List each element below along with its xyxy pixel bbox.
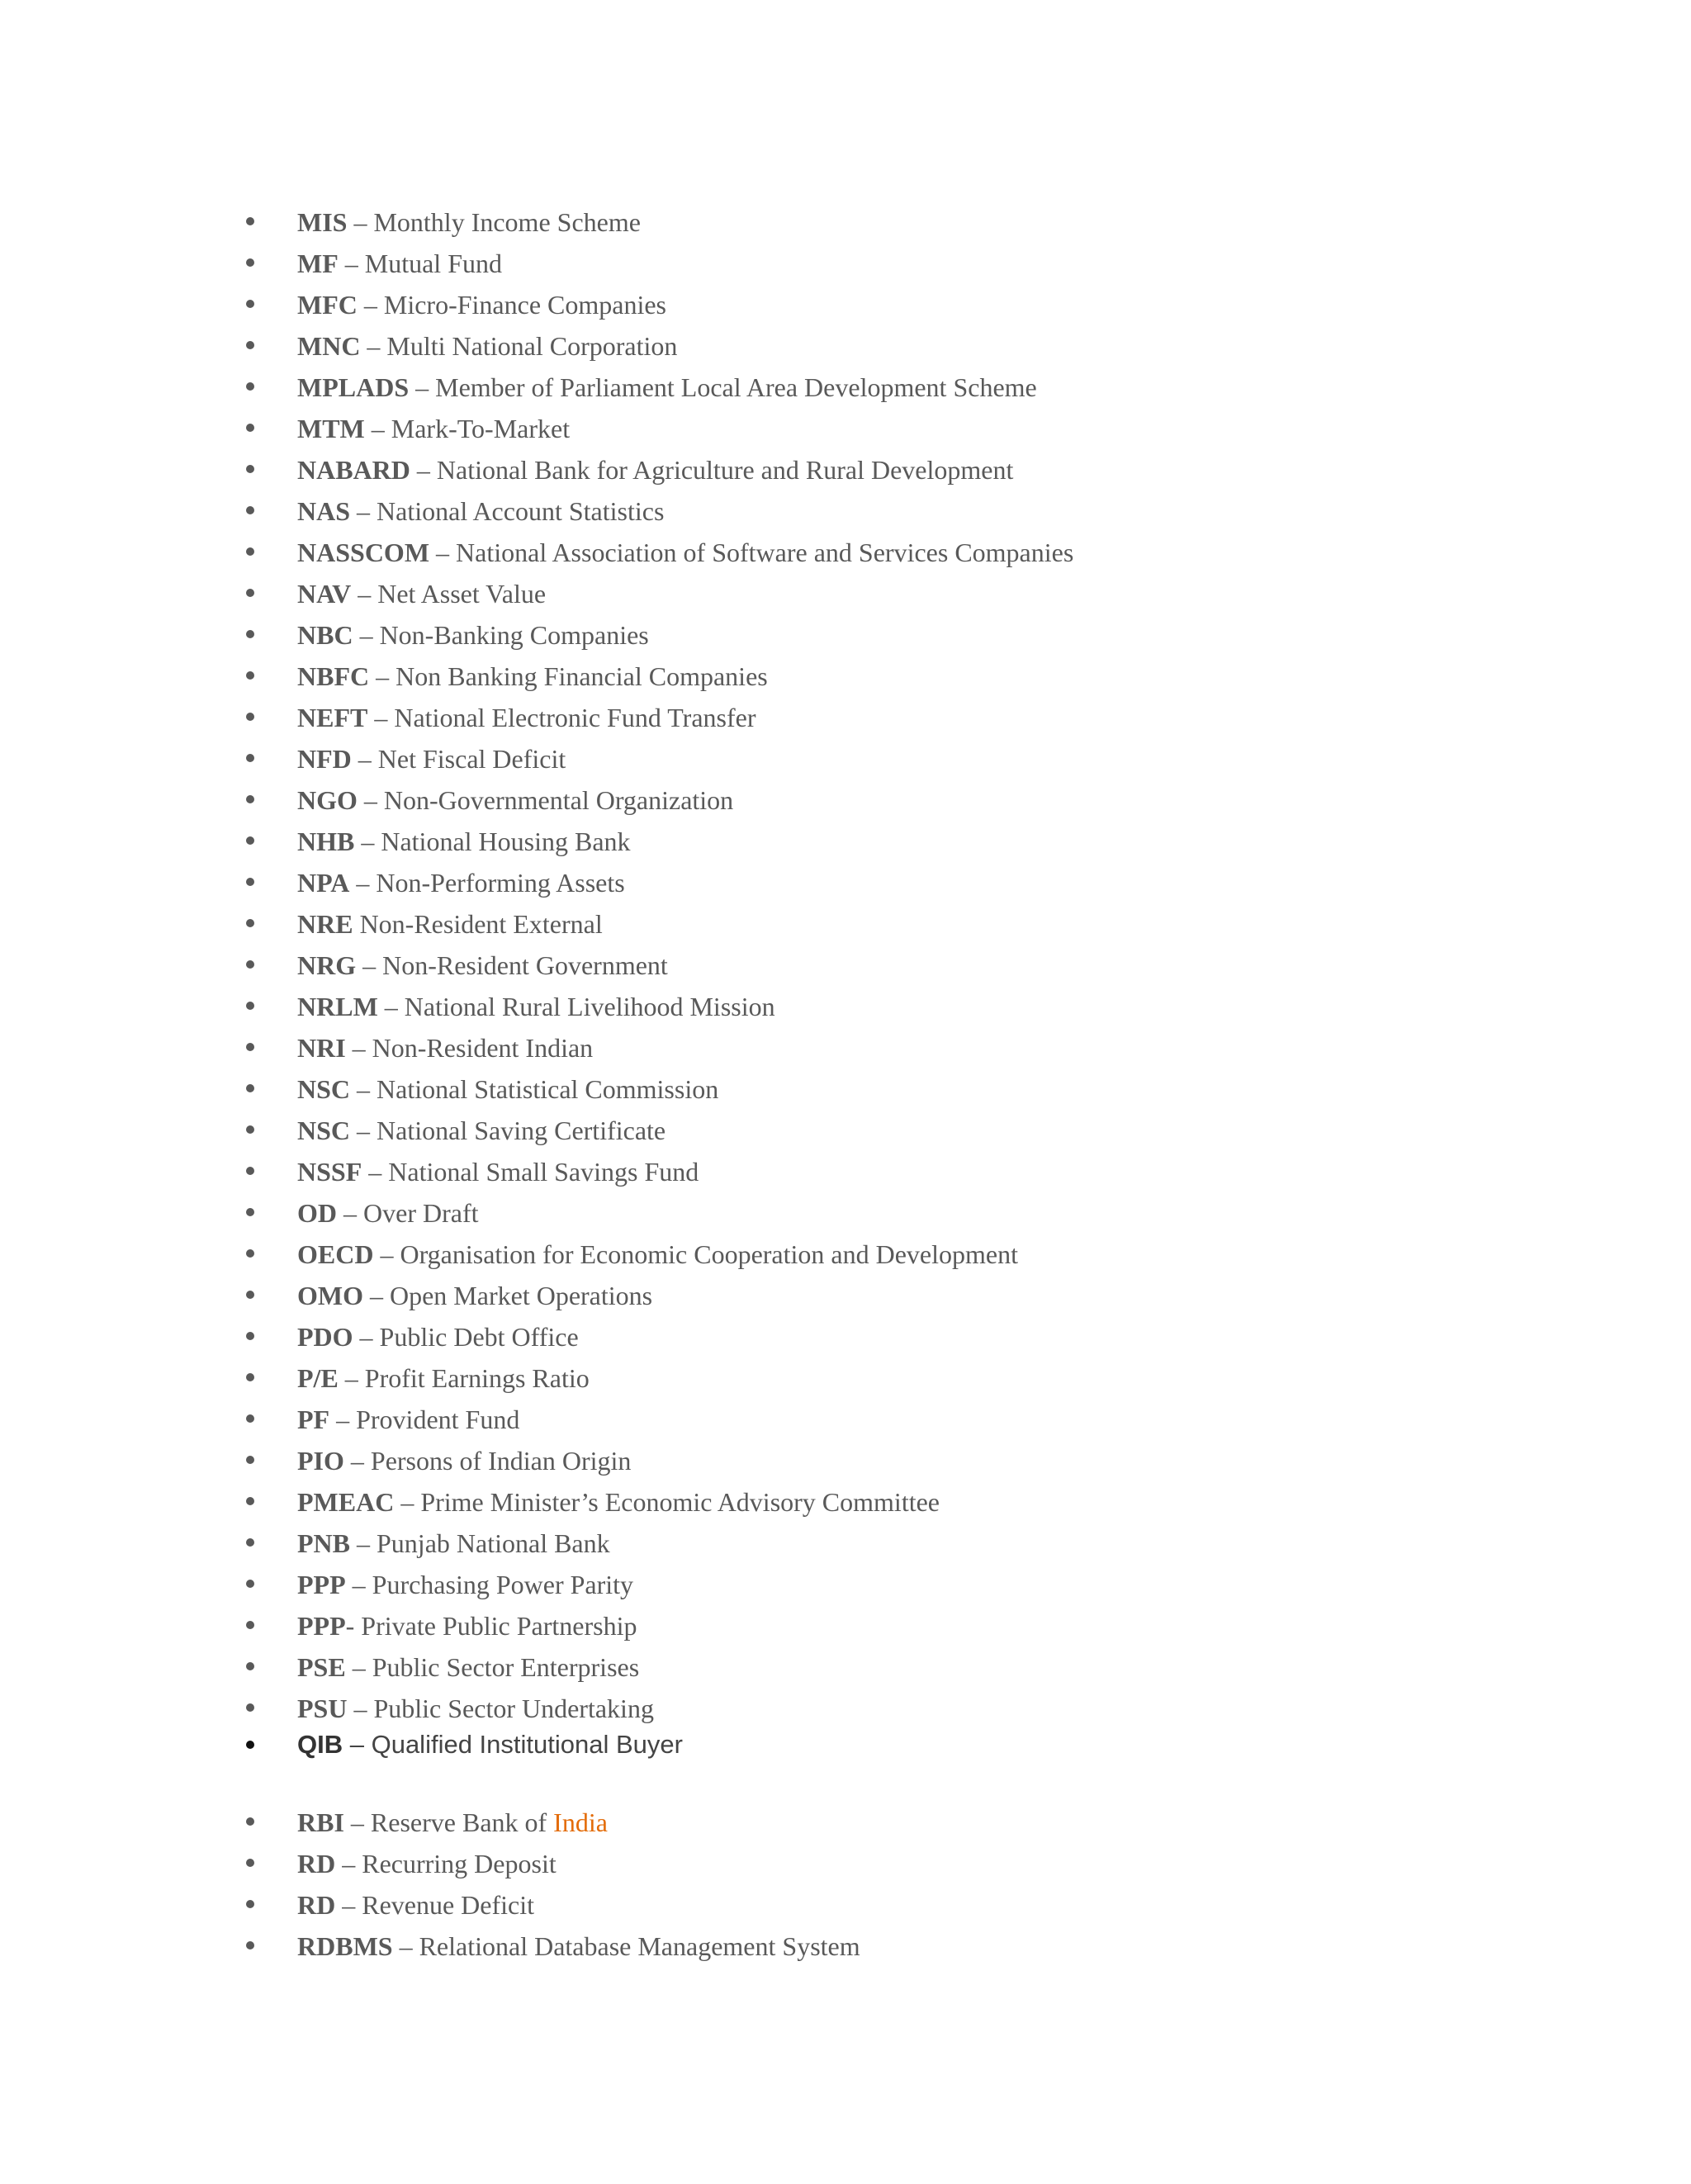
abbreviation-term: NPA (297, 868, 350, 898)
bullet-icon (246, 341, 254, 349)
list-item (0, 1729, 1073, 1760)
bullet-icon (246, 1291, 254, 1299)
bullet-icon (246, 878, 254, 886)
abbreviation-description: – Provident Fund (329, 1405, 520, 1434)
abbreviation-description: – National Statistical Commission (350, 1074, 719, 1104)
list-item (0, 201, 1073, 243)
abbreviation-term: PIO (297, 1446, 344, 1476)
bullet-icon (246, 382, 254, 391)
abbreviation-description: – Prime Minister’s Economic Advisory Committee (394, 1487, 940, 1517)
abbreviation-description: – Qualified Institutional Buyer (343, 1730, 683, 1759)
abbreviation-description: – Punjab National Bank (350, 1528, 610, 1558)
abbreviation-term: MTM (297, 414, 365, 443)
abbreviation-term: NRG (297, 950, 357, 980)
list-item (0, 243, 1073, 284)
bullet-icon (246, 836, 254, 845)
bullet-icon (246, 919, 254, 927)
abbreviation-description: – Net Fiscal Deficit (351, 744, 566, 774)
list-item (0, 1523, 1073, 1564)
bullet-icon (246, 506, 254, 514)
bullet-icon (246, 1208, 254, 1216)
abbreviation-term: NAV (297, 579, 352, 609)
abbreviation-term: RBI (297, 1807, 344, 1837)
abbreviation-term: OECD (297, 1239, 374, 1269)
abbreviation-description: – National Small Savings Fund (362, 1157, 699, 1187)
bullet-icon (246, 1741, 254, 1749)
abbreviation-description: – Revenue Deficit (335, 1890, 535, 1920)
bullet-icon (246, 754, 254, 762)
abbreviation-description: – Non-Performing Assets (349, 868, 625, 898)
abbreviation-term: PMEAC (297, 1487, 395, 1517)
abbreviation-list (0, 201, 1073, 1967)
bullet-icon (246, 1002, 254, 1010)
abbreviation-term: MF (297, 249, 339, 278)
bullet-icon (246, 1332, 254, 1340)
bullet-icon (246, 795, 254, 803)
abbreviation-description: – Public Debt Office (353, 1322, 579, 1352)
abbreviation-description: – Reserve Bank of (343, 1807, 554, 1837)
list-item (0, 1068, 1073, 1110)
abbreviation-term: NRI (297, 1033, 346, 1063)
bullet-icon (246, 1538, 254, 1547)
abbreviation-term: RD (297, 1890, 336, 1920)
abbreviation-term: PPP (297, 1611, 346, 1641)
list-item (0, 862, 1073, 903)
list-item (0, 1688, 1073, 1729)
abbreviation-term: NFD (297, 744, 352, 774)
bullet-icon (246, 1125, 254, 1134)
list-item (0, 656, 1073, 697)
abbreviation-description: – Public Sector Undertaking (347, 1694, 654, 1723)
abbreviation-description: – National Saving Certificate (350, 1116, 666, 1145)
bullet-icon (246, 1456, 254, 1464)
abbreviation-term: PDO (297, 1322, 353, 1352)
abbreviation-description: – National Association of Software and Services Companies (429, 538, 1074, 567)
abbreviation-term: NSC (297, 1074, 351, 1104)
bullet-icon (246, 1497, 254, 1505)
abbreviation-term: PPP (297, 1570, 346, 1599)
list-item (0, 367, 1073, 408)
list-item (0, 614, 1073, 656)
list-item (0, 1399, 1073, 1440)
abbreviation-description: – Non-Banking Companies (353, 620, 649, 650)
abbreviation-description: - Private Public Partnership (345, 1611, 637, 1641)
list-item (0, 1192, 1073, 1234)
bullet-icon (246, 1900, 254, 1908)
bullet-icon (246, 1167, 254, 1175)
list-item (0, 1843, 1073, 1884)
abbreviation-description: – National Account Statistics (350, 496, 665, 526)
abbreviation-term: MPLADS (297, 372, 410, 402)
list-item (0, 284, 1073, 325)
abbreviation-term: NAS (297, 496, 351, 526)
abbreviation-description: – Relational Database Management System (392, 1931, 860, 1961)
abbreviation-term: PSU (297, 1694, 348, 1723)
bullet-icon (246, 1859, 254, 1867)
abbreviation-term: NRLM (297, 992, 378, 1021)
list-item (0, 1357, 1073, 1399)
abbreviation-description: – Micro-Finance Companies (357, 290, 666, 320)
list-item (0, 1802, 1073, 1843)
abbreviation-term: PSE (297, 1652, 346, 1682)
abbreviation-description: – Net Asset Value (351, 579, 547, 609)
abbreviation-description: – Non Banking Financial Companies (369, 661, 768, 691)
abbreviation-description: – Profit Earnings Ratio (338, 1363, 590, 1393)
abbreviation-term: NEFT (297, 703, 368, 732)
abbreviation-description: – Over Draft (337, 1198, 479, 1228)
list-item (0, 1646, 1073, 1688)
abbreviation-term: PNB (297, 1528, 350, 1558)
list-item (0, 1564, 1073, 1605)
abbreviation-term: MNC (297, 331, 361, 361)
abbreviation-term: NSC (297, 1116, 351, 1145)
list-item (0, 1275, 1073, 1316)
abbreviation-term: NBC (297, 620, 353, 650)
abbreviation-term: NRE (297, 909, 353, 939)
list-item (0, 1884, 1073, 1926)
bullet-icon (246, 465, 254, 473)
bullet-icon (246, 1249, 254, 1258)
list-item (0, 1440, 1073, 1481)
abbreviation-term: P/E (297, 1363, 339, 1393)
list-item (0, 1481, 1073, 1523)
bullet-icon (246, 713, 254, 721)
abbreviation-term: NBFC (297, 661, 370, 691)
abbreviation-term: MFC (297, 290, 358, 320)
list-item (0, 821, 1073, 862)
list-item (0, 945, 1073, 986)
list-item (0, 325, 1073, 367)
bullet-icon (246, 1662, 254, 1670)
bullet-icon (246, 1084, 254, 1092)
abbreviation-term: NGO (297, 785, 358, 815)
bullet-icon (246, 1043, 254, 1051)
abbreviation-description: – Non-Governmental Organization (357, 785, 734, 815)
list-item (0, 1316, 1073, 1357)
bullet-icon (246, 1580, 254, 1588)
list-item (0, 449, 1073, 490)
abbreviation-description: – National Housing Bank (354, 827, 631, 856)
list-item (0, 1926, 1073, 1967)
abbreviation-description: – Mutual Fund (338, 249, 502, 278)
list-item (0, 986, 1073, 1027)
abbreviation-description: – Open Market Operations (362, 1281, 653, 1310)
abbreviation-term: NHB (297, 827, 355, 856)
abbreviation-description: Non-Resident External (353, 909, 603, 939)
abbreviation-description: – Mark-To-Market (364, 414, 571, 443)
bullet-icon (246, 1414, 254, 1423)
abbreviation-term: RD (297, 1849, 336, 1878)
list-item (0, 1027, 1073, 1068)
abbreviation-description: – Purchasing Power Parity (345, 1570, 634, 1599)
bullet-icon (246, 1941, 254, 1949)
abbreviation-term: NABARD (297, 455, 410, 485)
bullet-icon (246, 1817, 254, 1826)
abbreviation-term: NASSCOM (297, 538, 430, 567)
abbreviation-term: PF (297, 1405, 330, 1434)
bullet-icon (246, 547, 254, 556)
list-item (0, 738, 1073, 779)
list-item (0, 573, 1073, 614)
bullet-icon (246, 589, 254, 597)
abbreviation-description: – Persons of Indian Origin (343, 1446, 632, 1476)
abbreviation-description: – Multi National Corporation (360, 331, 678, 361)
bullet-icon (246, 1621, 254, 1629)
bullet-icon (246, 1373, 254, 1381)
abbreviation-term: MIS (297, 207, 348, 237)
list-item (0, 1234, 1073, 1275)
list-item (0, 1151, 1073, 1192)
abbreviation-description: – National Rural Livelihood Mission (377, 992, 775, 1021)
list-item (0, 1110, 1073, 1151)
bullet-icon (246, 630, 254, 638)
abbreviation-description: – Member of Parliament Local Area Development Scheme (409, 372, 1037, 402)
abbreviation-term: OMO (297, 1281, 363, 1310)
list-item (0, 779, 1073, 821)
bullet-icon (246, 300, 254, 308)
bullet-icon (246, 960, 254, 969)
list-item (0, 490, 1073, 532)
list-item (0, 1605, 1073, 1646)
bullet-icon (246, 217, 254, 225)
abbreviation-description: – National Bank for Agriculture and Rural Development (410, 455, 1014, 485)
abbreviation-term: QIB (297, 1730, 343, 1759)
bullet-icon (246, 258, 254, 267)
list-item (0, 903, 1073, 945)
abbreviation-description: – Organisation for Economic Cooperation and Development (373, 1239, 1018, 1269)
list-item (0, 408, 1073, 449)
bullet-icon (246, 671, 254, 680)
hyperlink[interactable]: India (553, 1807, 608, 1837)
abbreviation-term: RDBMS (297, 1931, 393, 1961)
abbreviation-term: OD (297, 1198, 337, 1228)
abbreviation-description: – Non-Resident Indian (345, 1033, 594, 1063)
abbreviation-description: – Monthly Income Scheme (347, 207, 641, 237)
list-item (0, 697, 1073, 738)
abbreviation-description: – Non-Resident Government (356, 950, 668, 980)
list-item (0, 532, 1073, 573)
bullet-icon (246, 1703, 254, 1712)
abbreviation-description: – National Electronic Fund Transfer (367, 703, 756, 732)
abbreviation-description: – Recurring Deposit (335, 1849, 557, 1878)
bullet-icon (246, 424, 254, 432)
abbreviation-term: NSSF (297, 1157, 362, 1187)
abbreviation-description: – Public Sector Enterprises (345, 1652, 640, 1682)
